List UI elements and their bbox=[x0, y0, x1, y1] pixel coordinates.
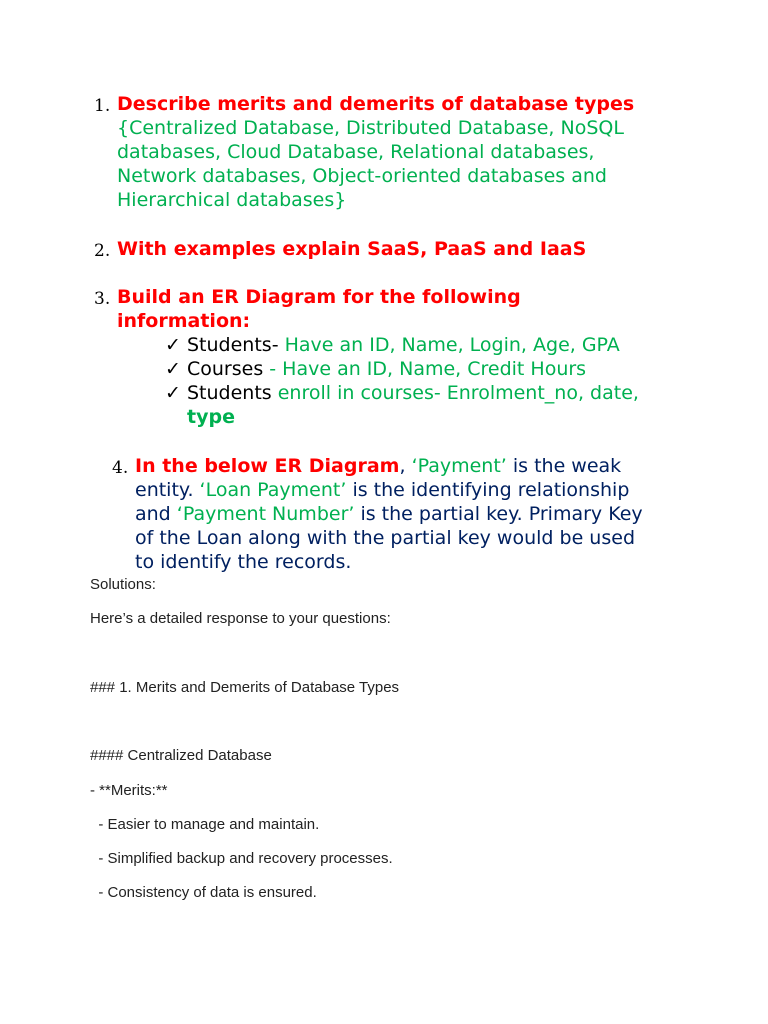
item-label: Students- bbox=[187, 334, 279, 356]
question-number: 3. bbox=[94, 289, 111, 309]
question-text: of the Loan along with the partial key would be used bbox=[135, 527, 636, 549]
question-number: 4. bbox=[112, 458, 129, 478]
question-title: With examples explain SaaS, PaaS and IaaS bbox=[117, 238, 587, 260]
subsection-heading: #### Centralized Database bbox=[90, 747, 272, 764]
check-mark-icon: ✓ bbox=[165, 334, 181, 356]
item-detail: enroll in courses- Enrolment_no, date, bbox=[271, 382, 639, 404]
term-payment-number: ‘Payment Number’ bbox=[176, 503, 355, 525]
question-number: 1. bbox=[94, 96, 111, 116]
list-item: - Consistency of data is ensured. bbox=[90, 884, 317, 901]
question-text: entity. bbox=[135, 479, 200, 501]
question-line: {Centralized Database, Distributed Database, NoSQL bbox=[117, 117, 624, 139]
solutions-heading: Solutions: bbox=[90, 576, 156, 593]
list-item bbox=[165, 333, 725, 357]
question-title: information: bbox=[117, 310, 251, 332]
question-title: Build an ER Diagram for the following bbox=[117, 286, 521, 308]
question-text: to identify the records. bbox=[135, 551, 352, 573]
section-heading: ### 1. Merits and Demerits of Database Types bbox=[90, 679, 400, 696]
term-payment: ‘Payment’ bbox=[411, 455, 507, 477]
question-title: Describe merits and demerits of database types bbox=[117, 93, 635, 115]
merits-label: - **Merits:** bbox=[90, 782, 168, 799]
punctuation: , bbox=[399, 455, 412, 477]
question-line: Hierarchical databases} bbox=[117, 189, 347, 211]
question-text: is the weak bbox=[506, 455, 622, 477]
question-number: 2. bbox=[94, 241, 111, 261]
question-text: is the partial key. Primary Key bbox=[354, 503, 643, 525]
question-text: and bbox=[135, 503, 177, 525]
list-item bbox=[165, 357, 725, 381]
list-item: - Simplified backup and recovery processes. bbox=[90, 850, 393, 867]
question-line: Network databases, Object-oriented databases and bbox=[117, 165, 607, 187]
question-line: databases, Cloud Database, Relational databases, bbox=[117, 141, 595, 163]
item-detail: Have an ID, Name, Login, Age, GPA bbox=[278, 334, 620, 356]
list-item: - Easier to manage and maintain. bbox=[90, 816, 320, 833]
item-label: Students bbox=[187, 382, 272, 404]
term-loan-payment: ‘Loan Payment’ bbox=[199, 479, 347, 501]
question-title: In the below ER Diagram bbox=[135, 455, 400, 477]
item-continuation: type bbox=[187, 406, 235, 428]
list-item bbox=[165, 381, 725, 405]
item-label: Courses bbox=[187, 358, 264, 380]
item-detail: - Have an ID, Name, Credit Hours bbox=[263, 358, 587, 380]
check-mark-icon: ✓ bbox=[165, 358, 181, 380]
check-mark-icon: ✓ bbox=[165, 382, 181, 404]
solutions-intro: Here’s a detailed response to your questions: bbox=[90, 610, 391, 627]
question-text: is the identifying relationship bbox=[346, 479, 630, 501]
